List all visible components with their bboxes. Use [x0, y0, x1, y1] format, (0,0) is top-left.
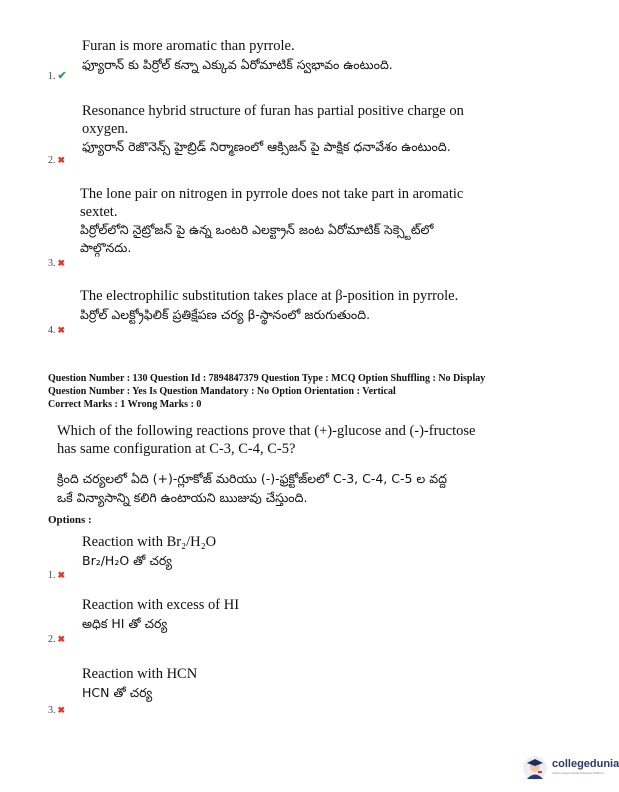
- cross-icon: ✖: [57, 705, 66, 715]
- option-number: 1.: [48, 71, 56, 82]
- prev-option-1-telugu: ఫ్యూరాన్ కు పిర్రోల్ కన్నా ఎక్కువ ఏరోమాటిక్ స్వభావం ఉంటుంది.: [82, 57, 393, 72]
- option-number: 4.: [48, 325, 56, 336]
- option-1-telugu: Br₂/H₂O తో చర్య: [82, 553, 172, 568]
- question-meta-line1: Question Number : 130 Question Id : 7894847379 Question Type : MCQ Option Shuffling : No Display: [48, 373, 486, 384]
- prev-option-4-marker: [48, 320, 65, 338]
- cross-icon: ✖: [57, 258, 66, 268]
- prev-option-3-telugu-line1: పిర్రోల్‌లోని నైట్రోజన్ పై ఉన్న ఒంటరి ఎలక్ట్రాన్ జంట ఏరోమాటిక్ సెక్స్టెట్‌లో: [80, 222, 434, 237]
- prev-option-2-english-line2: oxygen.: [82, 121, 129, 137]
- question-english-line2: has same configuration at C-3, C-4, C-5?: [57, 441, 296, 457]
- option-1-english: Reaction with Br₂/H₂O: [82, 534, 217, 550]
- check-icon: ✔: [57, 70, 67, 82]
- graduate-avatar-icon: [522, 755, 548, 781]
- cross-icon: ✖: [57, 325, 66, 335]
- brand-name: collegedunia: [552, 758, 619, 770]
- prev-option-3-english-line2: sextet.: [80, 204, 118, 220]
- prev-option-1-marker: [48, 66, 67, 84]
- option-number: 2.: [48, 155, 56, 166]
- collegedunia-logo: [522, 755, 619, 781]
- prev-option-2-marker: [48, 150, 65, 168]
- option-number: 3.: [48, 258, 56, 269]
- cross-icon: ✖: [57, 570, 66, 580]
- option-3-marker: [48, 700, 65, 718]
- question-meta-line3: Correct Marks : 1 Wrong Marks : 0: [48, 399, 202, 410]
- prev-option-1-english: Furan is more aromatic than pyrrole.: [82, 38, 295, 54]
- question-telugu-line1: క్రింది చర్యలలో ఏది (+)-గ్లూకోజ్ మరియు (-)-ఫ్రక్టోజ్‌లలో C-3, C-4, C-5 ల వద్ద: [57, 471, 447, 486]
- option-1-marker: [48, 565, 65, 583]
- question-meta-line2: Question Number : Yes Is Question Mandatory : No Option Orientation : Vertical: [48, 386, 396, 397]
- option-3-english: Reaction with HCN: [82, 666, 198, 682]
- options-label: Options :: [48, 514, 92, 526]
- prev-option-3-marker: [48, 253, 65, 271]
- option-2-telugu: అధిక HI తో చర్య: [82, 616, 168, 631]
- option-number: 3.: [48, 705, 56, 716]
- prev-option-2-english-line1: Resonance hybrid structure of furan has partial positive charge on: [82, 103, 464, 119]
- option-2-english: Reaction with excess of HI: [82, 597, 240, 613]
- prev-option-3-english-line1: The lone pair on nitrogen in pyrrole does not take part in aromatic: [80, 186, 464, 202]
- prev-option-4-english: The electrophilic substitution takes place at β-position in pyrrole.: [80, 288, 459, 304]
- prev-option-2-telugu: ఫ్యూరాన్ రెజొనెన్స్ హైబ్రిడ్ నిర్మాణంలో ఆక్సిజన్ పై పాక్షిక ధనావేశం ఉంటుంది.: [82, 139, 451, 154]
- option-number: 2.: [48, 634, 56, 645]
- option-number: 1.: [48, 570, 56, 581]
- cross-icon: ✖: [57, 634, 66, 644]
- question-telugu-line2: ఒకే విన్యాసాన్ని కలిగి ఉంటాయని ఋజువు చేస్తుంది.: [57, 490, 308, 505]
- cross-icon: ✖: [57, 155, 66, 165]
- prev-option-3-telugu-line2: పాల్గొనదు.: [80, 240, 132, 255]
- option-3-telugu: HCN తో చర్య: [82, 685, 153, 700]
- option-2-marker: [48, 629, 65, 647]
- question-english-line1: Which of the following reactions prove that (+)-glucose and (-)-fructose: [57, 423, 476, 439]
- brand-tagline: India's largest Student Review Platform: [552, 771, 605, 775]
- prev-option-4-telugu: పిర్రోల్ ఎలక్ట్రోఫిలిక్ ప్రతిక్షేపణ చర్య β-స్థానంలో జరుగుతుంది.: [80, 307, 371, 322]
